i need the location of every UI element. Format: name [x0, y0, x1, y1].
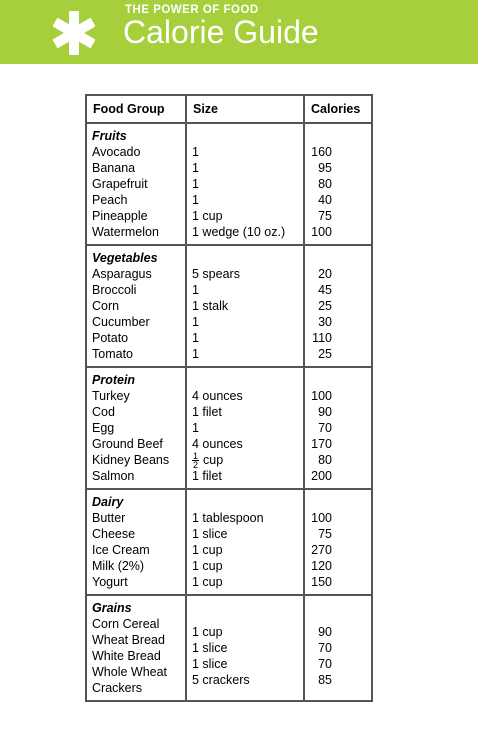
- food-name: Broccoli: [92, 283, 137, 297]
- food-cell: [86, 123, 186, 245]
- serving-size: 4 ounces: [192, 437, 243, 451]
- food-name: Salmon: [92, 469, 135, 483]
- serving-size: 1 stalk: [192, 299, 229, 313]
- food-name: Grapefruit: [92, 177, 148, 191]
- food-name: Watermelon: [92, 225, 159, 239]
- table-header-row: [86, 95, 372, 123]
- serving-size: 1 wedge (10 oz.): [192, 225, 286, 239]
- table-row-fruits: [86, 123, 372, 245]
- serving-size: 1 slice: [192, 641, 228, 655]
- group-heading: Protein: [92, 373, 136, 387]
- food-name: Cucumber: [92, 315, 150, 329]
- food-name: Corn: [92, 299, 120, 313]
- food-name: Cheese: [92, 527, 136, 541]
- food-name: Potato: [92, 331, 129, 345]
- calorie-value: 70: [318, 641, 332, 655]
- food-name: Whole Wheat: [92, 665, 168, 679]
- food-name: Corn Cereal: [92, 617, 160, 631]
- serving-size: 1: [192, 161, 199, 175]
- column-header-food-group: Food Group: [86, 95, 186, 123]
- serving-size: 1: [192, 283, 199, 297]
- calories-cell: [304, 489, 372, 595]
- table-row-dairy: [86, 489, 372, 595]
- food-name: Pineapple: [92, 209, 148, 223]
- food-name: Ground Beef: [92, 437, 163, 451]
- food-name: Tomato: [92, 347, 133, 361]
- calorie-value: 80: [318, 453, 332, 467]
- food-name: White Bread: [92, 649, 161, 663]
- calorie-value: 85: [318, 673, 332, 687]
- page-title: Calorie Guide: [123, 14, 319, 50]
- serving-size: 1: [192, 193, 199, 207]
- serving-size: 1 slice: [192, 527, 228, 541]
- calories-cell: [304, 245, 372, 367]
- serving-size: 4 ounces: [192, 389, 243, 403]
- serving-size: 1: [192, 347, 199, 361]
- calorie-value: 270: [311, 543, 332, 557]
- serving-size: 5 crackers: [192, 673, 250, 687]
- calorie-value: 95: [318, 161, 332, 175]
- calorie-value: 75: [318, 209, 332, 223]
- serving-size: 1 tablespoon: [192, 511, 264, 525]
- food-name: Asparagus: [92, 267, 152, 281]
- serving-size: 5 spears: [192, 267, 240, 281]
- size-cell: [186, 245, 304, 367]
- serving-size: 1 cup: [192, 559, 223, 573]
- food-name: Ice Cream: [92, 543, 150, 557]
- calorie-value: 25: [318, 347, 332, 361]
- calorie-value: 30: [318, 315, 332, 329]
- group-heading: Fruits: [92, 129, 127, 143]
- food-cell: [86, 245, 186, 367]
- calorie-value: 110: [312, 331, 332, 345]
- food-name: Egg: [92, 421, 115, 435]
- food-name: Wheat Bread: [92, 633, 165, 647]
- table-body: [86, 123, 372, 701]
- size-cell: [186, 367, 304, 489]
- food-name: Milk (2%): [92, 559, 145, 573]
- food-name: Kidney Beans: [92, 453, 170, 467]
- food-name: Avocado: [92, 145, 141, 159]
- calorie-value: 160: [311, 145, 332, 159]
- fraction: $\frac{1}{2}$: [193, 451, 199, 471]
- calorie-value: 200: [311, 469, 332, 483]
- food-cell: [86, 489, 186, 595]
- table-row-protein: [86, 367, 372, 489]
- food-name: Banana: [92, 161, 136, 175]
- calories-cell: [304, 367, 372, 489]
- food-name: Turkey: [92, 389, 130, 403]
- serving-size: $\frac{1}{2}$ cup: [193, 451, 224, 471]
- calories-cell: [304, 123, 372, 245]
- food-name: Crackers: [92, 681, 143, 695]
- calorie-value: 40: [318, 193, 332, 207]
- calorie-value: 80: [318, 177, 332, 191]
- group-heading: Grains: [92, 601, 132, 615]
- column-header-size: Size: [186, 95, 304, 123]
- calorie-table: [85, 94, 373, 702]
- food-name: Butter: [92, 511, 126, 525]
- food-name: Peach: [92, 193, 128, 207]
- calorie-value: 100: [311, 225, 332, 239]
- serving-size: 1 cup: [192, 625, 223, 639]
- food-name: Yogurt: [92, 575, 128, 589]
- serving-size: 1 cup: [192, 543, 223, 557]
- calorie-value: 120: [311, 559, 332, 573]
- calorie-value: 25: [318, 299, 332, 313]
- calorie-value: 20: [318, 267, 332, 281]
- group-heading: Vegetables: [92, 251, 158, 265]
- calorie-value: 45: [318, 283, 332, 297]
- calorie-value: 100: [311, 389, 332, 403]
- asterisk-icon: [51, 10, 97, 56]
- serving-size: 1: [192, 177, 199, 191]
- calorie-value: 70: [318, 657, 332, 671]
- food-cell: [86, 367, 186, 489]
- serving-size: 1 filet: [192, 469, 222, 483]
- column-header-calories: Calories: [304, 95, 372, 123]
- calorie-value: 90: [318, 625, 332, 639]
- size-cell: [186, 123, 304, 245]
- calorie-value: 75: [318, 527, 332, 541]
- serving-size: 1 cup: [192, 209, 223, 223]
- serving-size: 1: [192, 421, 199, 435]
- calories-cell: [304, 595, 372, 701]
- size-cell: [186, 595, 304, 701]
- group-heading: Dairy: [92, 495, 124, 509]
- serving-size: 1 filet: [192, 405, 222, 419]
- header-banner: [0, 0, 478, 64]
- serving-size: 1 cup: [192, 575, 223, 589]
- calorie-value: 70: [318, 421, 332, 435]
- food-cell: [86, 595, 186, 701]
- serving-size: 1 slice: [192, 657, 228, 671]
- serving-size: 1: [192, 145, 199, 159]
- calorie-value: 100: [311, 511, 332, 525]
- food-name: Cod: [92, 405, 115, 419]
- calorie-value: 170: [311, 437, 332, 451]
- serving-size: 1: [192, 331, 199, 345]
- calorie-value: 90: [318, 405, 332, 419]
- calorie-value: 150: [311, 575, 332, 589]
- table-row-grains: [86, 595, 372, 701]
- table-row-vegetables: [86, 245, 372, 367]
- serving-size: 1: [192, 315, 199, 329]
- header-kicker: THE POWER OF FOOD: [125, 4, 259, 16]
- size-cell: [186, 489, 304, 595]
